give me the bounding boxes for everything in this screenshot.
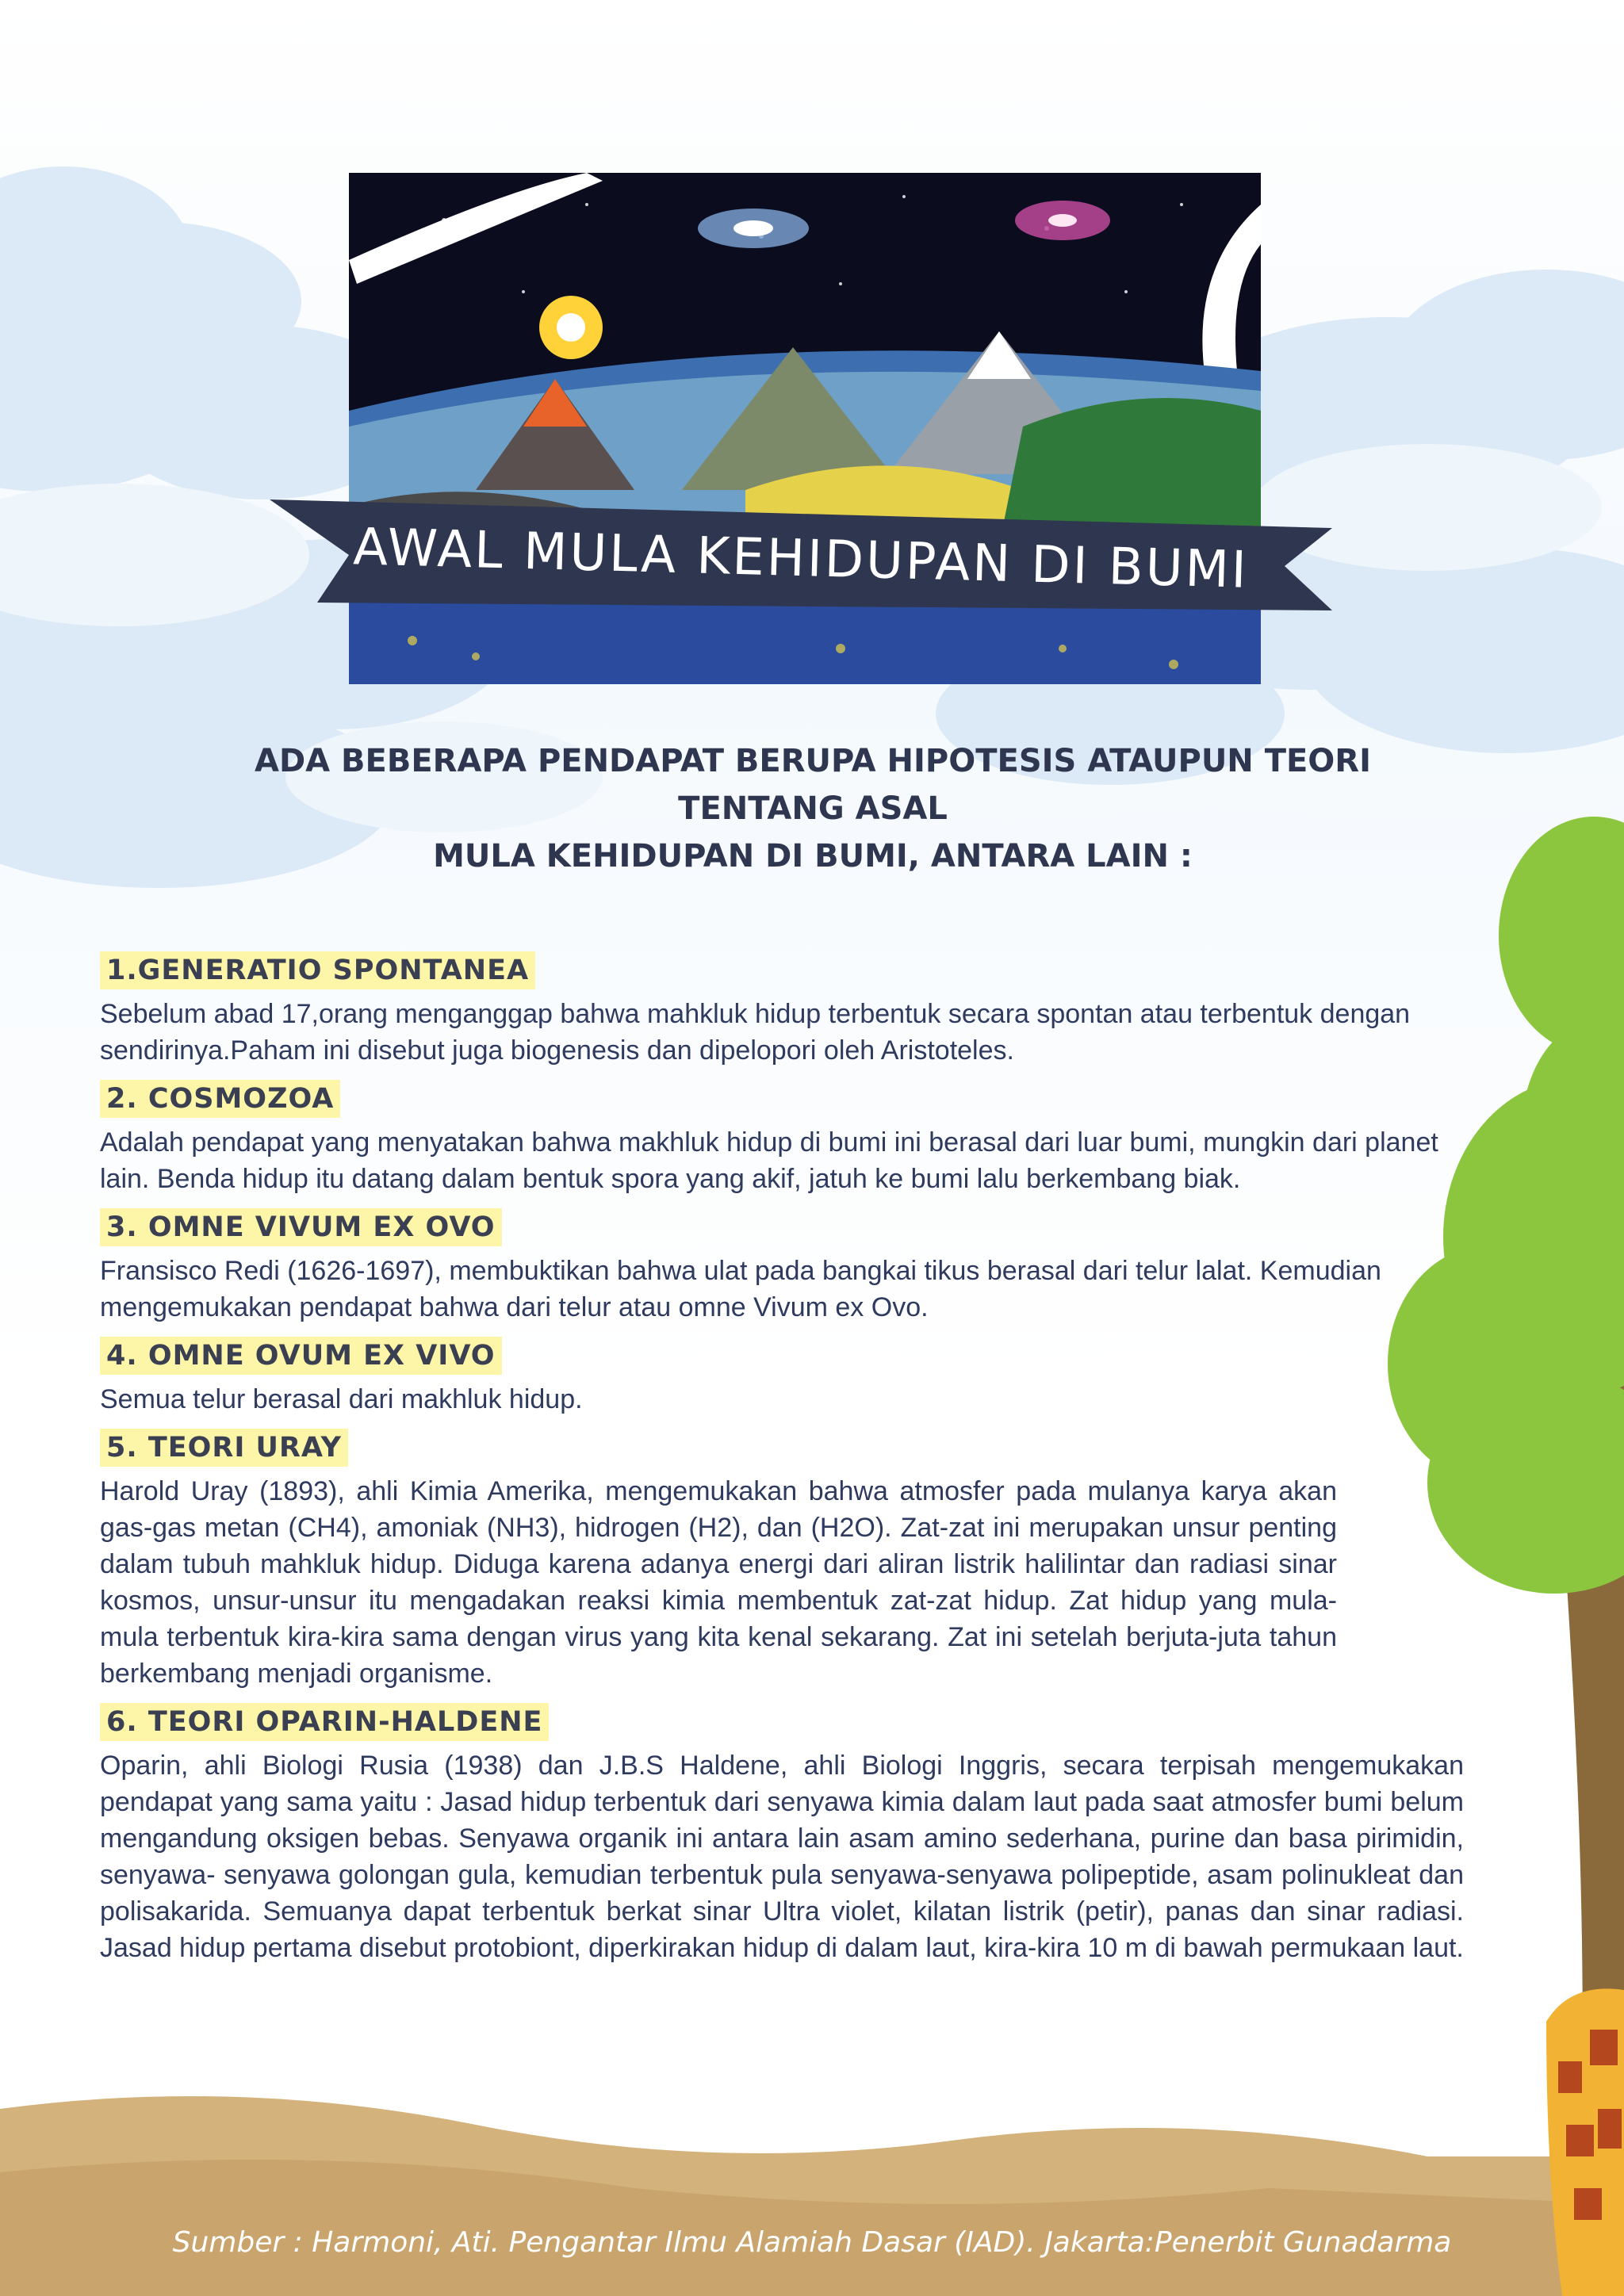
section-body: Sebelum abad 17,orang menganggap bahwa mahkluk hidup terbentuk secara spontan atau terbentuk dengan sendirinya.Paham ini disebut juga biogenesis dan dipelopori oleh Aristoteles. [100, 999, 1411, 1066]
section-body: Semua telur berasal dari makhluk hidup. [100, 1384, 583, 1414]
page-title: AWAL MULA KEHIDUPAN DI BUMI [352, 518, 1250, 600]
content-sections [100, 951, 1464, 1977]
source-citation: Sumber : Harmoni, Ati. Pengantar Ilmu Alamiah Dasar (IAD). Jakarta:Penerbit Gunadarma [172, 2226, 1452, 2259]
section-heading: 4. OMNE OVUM EX VIVO [100, 1337, 502, 1375]
intro-text [238, 737, 1388, 880]
intro-line-2: MULA KEHIDUPAN DI BUMI, ANTARA LAIN : [433, 838, 1193, 874]
section-body: Adalah pendapat yang menyatakan bahwa makhluk hidup di bumi ini berasal dari luar bumi, mungkin dari planet lain. Benda hidup itu datang dalam bentuk spora yang akif, jatuh ke bumi lalu berkembang biak. [100, 1127, 1438, 1194]
section-body: Fransisco Redi (1626-1697), membuktikan bahwa ulat pada bangkai tikus berasal dari telur lalat. Kemudian mengemukakan pendapat bahwa dari telur atau omne Vivum ex Ovo. [100, 1256, 1381, 1322]
section-heading: 5. TEORI URAY [100, 1429, 348, 1467]
title-banner [270, 499, 1332, 618]
section-omne-vivum-ex-ovo [100, 1208, 1464, 1326]
section-body: Harold Uray (1893), ahli Kimia Amerika, mengemukakan bahwa atmosfer pada mulanya karya akan gas-gas metan (CH4), amoniak (NH3), hidrogen (H2), dan (H2O). Zat-zat ini merupakan unsur penting dalam tubuh mahkluk hidup. Diduga karena adanya energi dari aliran listrik halilintar dan radiasi sinar kosmos, unsur-unsur itu mengadakan reaksi kimia membentuk zat-zat hidup. Zat hidup yang mula-mula terbentuk kira-kira sama dengan virus yang kita kenal sekarang. Zat ini setelah berjuta-juta tahun berkembang menjadi organisme. [100, 1476, 1337, 1689]
section-heading: 3. OMNE VIVUM EX OVO [100, 1208, 502, 1246]
section-omne-ovum-ex-vivo [100, 1337, 1464, 1418]
section-teori-uray [100, 1429, 1464, 1692]
section-heading: 6. TEORI OPARIN-HALDENE [100, 1703, 549, 1741]
intro-line-1: ADA BEBERAPA PENDAPAT BERUPA HIPOTESIS ATAUPUN TEORI TENTANG ASAL [254, 743, 1371, 827]
section-teori-oparin-haldene [100, 1703, 1464, 1966]
section-heading: 1.GENERATIO SPONTANEA [100, 951, 535, 989]
section-cosmozoa [100, 1080, 1464, 1197]
section-body: Oparin, ahli Biologi Rusia (1938) dan J.B.S Haldene, ahli Biologi Inggris, secara terpisah mengemukakan pendapat yang sama yaitu : Jasad hidup terbentuk dari senyawa kimia dalam laut pada saat atmosfer bumi belum mengandung oksigen bebas. Senyawa organik ini antara lain asam amino sederhana, purine dan basa pirimidin, senyawa- senyawa golongan gula, kemudian terbentuk pula senyawa-senyawa polipeptide, asam polinukleat dan polisakarida. Semuanya dapat terbentuk berkat sinar Ultra violet, kilatan listrik (petir), panas dan sinar radiasi. Jasad hidup pertama disebut protobiont, diperkirakan hidup di dalam laut, kira-kira 10 m di bawah permukaan laut. [100, 1751, 1464, 1963]
section-generatio-spontanea [100, 951, 1464, 1069]
section-heading: 2. COSMOZOA [100, 1080, 340, 1118]
